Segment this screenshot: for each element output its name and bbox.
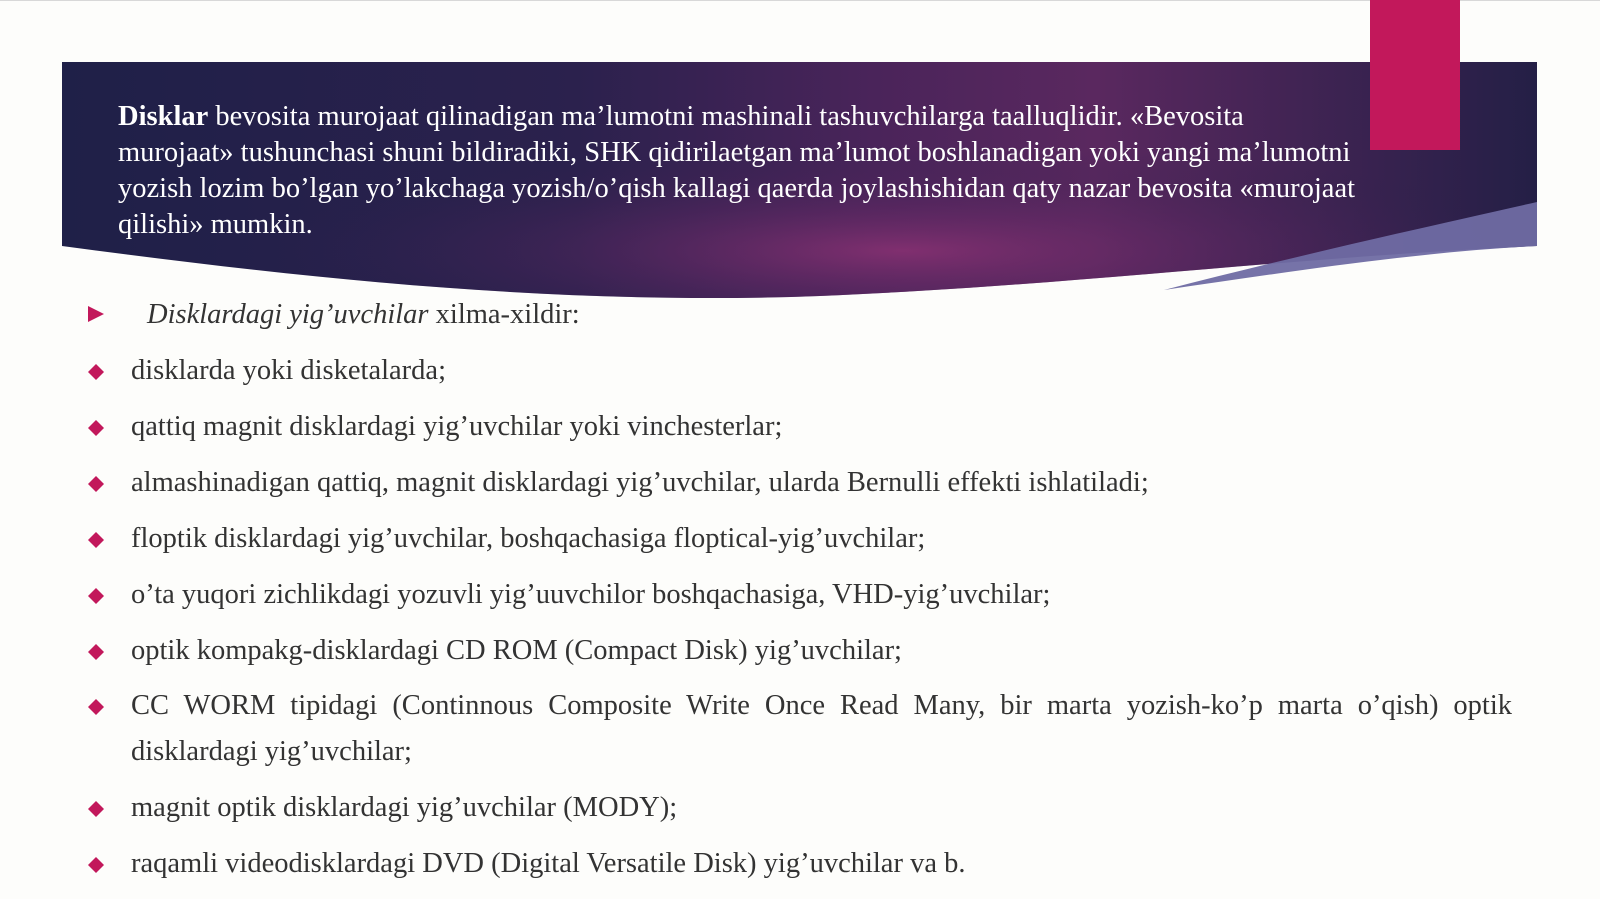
list-item (131, 516, 1512, 562)
list-item (131, 841, 1512, 887)
header-paragraph-text: bevosita murojaat qilinadigan ma’lumotni mashinali tashuvchilarga taalluqlidir. «Bevosita murojaat» tushunchasi shuni bildiradiki, SHK qidirilaetgan ma’lumot boshlanadigan yoki yangi ma’lumotni yozish lozim bo’lgan yo’lakchaga yozish/o’qish kallagi qaerda joylashishidan qaty nazar bevosita «murojaat qilishi» mumkin. (118, 101, 1356, 240)
list-item-text: magnit optik disklardagi yig’uvchilar (MODY); (131, 792, 678, 823)
diamond-bullet-icon (87, 698, 105, 716)
list-item (131, 785, 1512, 831)
list-item (131, 572, 1512, 618)
diamond-bullet-icon (87, 531, 105, 549)
list-item-text: raqamli videodisklardagi DVD (Digital Versatile Disk) yig’uvchilar va b. (131, 848, 966, 879)
list-item (131, 348, 1512, 394)
diamond-bullet-icon (87, 800, 105, 818)
list-item-text: optik kompakg-disklardagi CD ROM (Compact Disk) yig’uvchilar; (131, 635, 902, 666)
arrow-right-icon (87, 305, 105, 323)
list-item (131, 628, 1512, 674)
diamond-bullet-icon (87, 363, 105, 381)
diamond-bullet-icon (87, 587, 105, 605)
list-item (131, 683, 1512, 775)
intro-text: xilma-xildir: (428, 299, 580, 330)
intro-italic-text: Disklardagi yig’uvchilar (147, 299, 429, 330)
list-item-text: floptik disklardagi yig’uvchilar, boshqachasiga floptical-yig’uvchilar; (131, 523, 926, 554)
list-item (131, 404, 1512, 450)
diamond-bullet-icon (87, 643, 105, 661)
list-item-text: disklarda yoki disketalarda; (131, 355, 446, 386)
intro-text-wrapper (131, 299, 580, 330)
list-item-text: o’ta yuqori zichlikdagi yozuvli yig’uuvchilor boshqachasiga, VHD-yig’uvchilar; (131, 579, 1051, 610)
list-item-text: CC WORM tipidagi (Continnous Composite Write Once Read Many, bir marta yozish-ko’p marta o’qish) optik disklardagi yig’uvchilar; (131, 690, 1512, 767)
diamond-bullet-icon (87, 856, 105, 874)
list-item-text: almashinadigan qattiq, magnit disklardagi yig’uvchilar, ularda Bernulli effekti ishlatiladi; (131, 467, 1149, 498)
list-item-text: qattiq magnit disklardagi yig’uvchilar yoki vinchesterlar; (131, 411, 783, 442)
diamond-bullet-icon (87, 419, 105, 437)
list-intro-item (131, 292, 1512, 338)
diamond-bullet-icon (87, 475, 105, 493)
list-item (131, 460, 1512, 506)
header-bold-lead: Disklar (118, 101, 209, 132)
